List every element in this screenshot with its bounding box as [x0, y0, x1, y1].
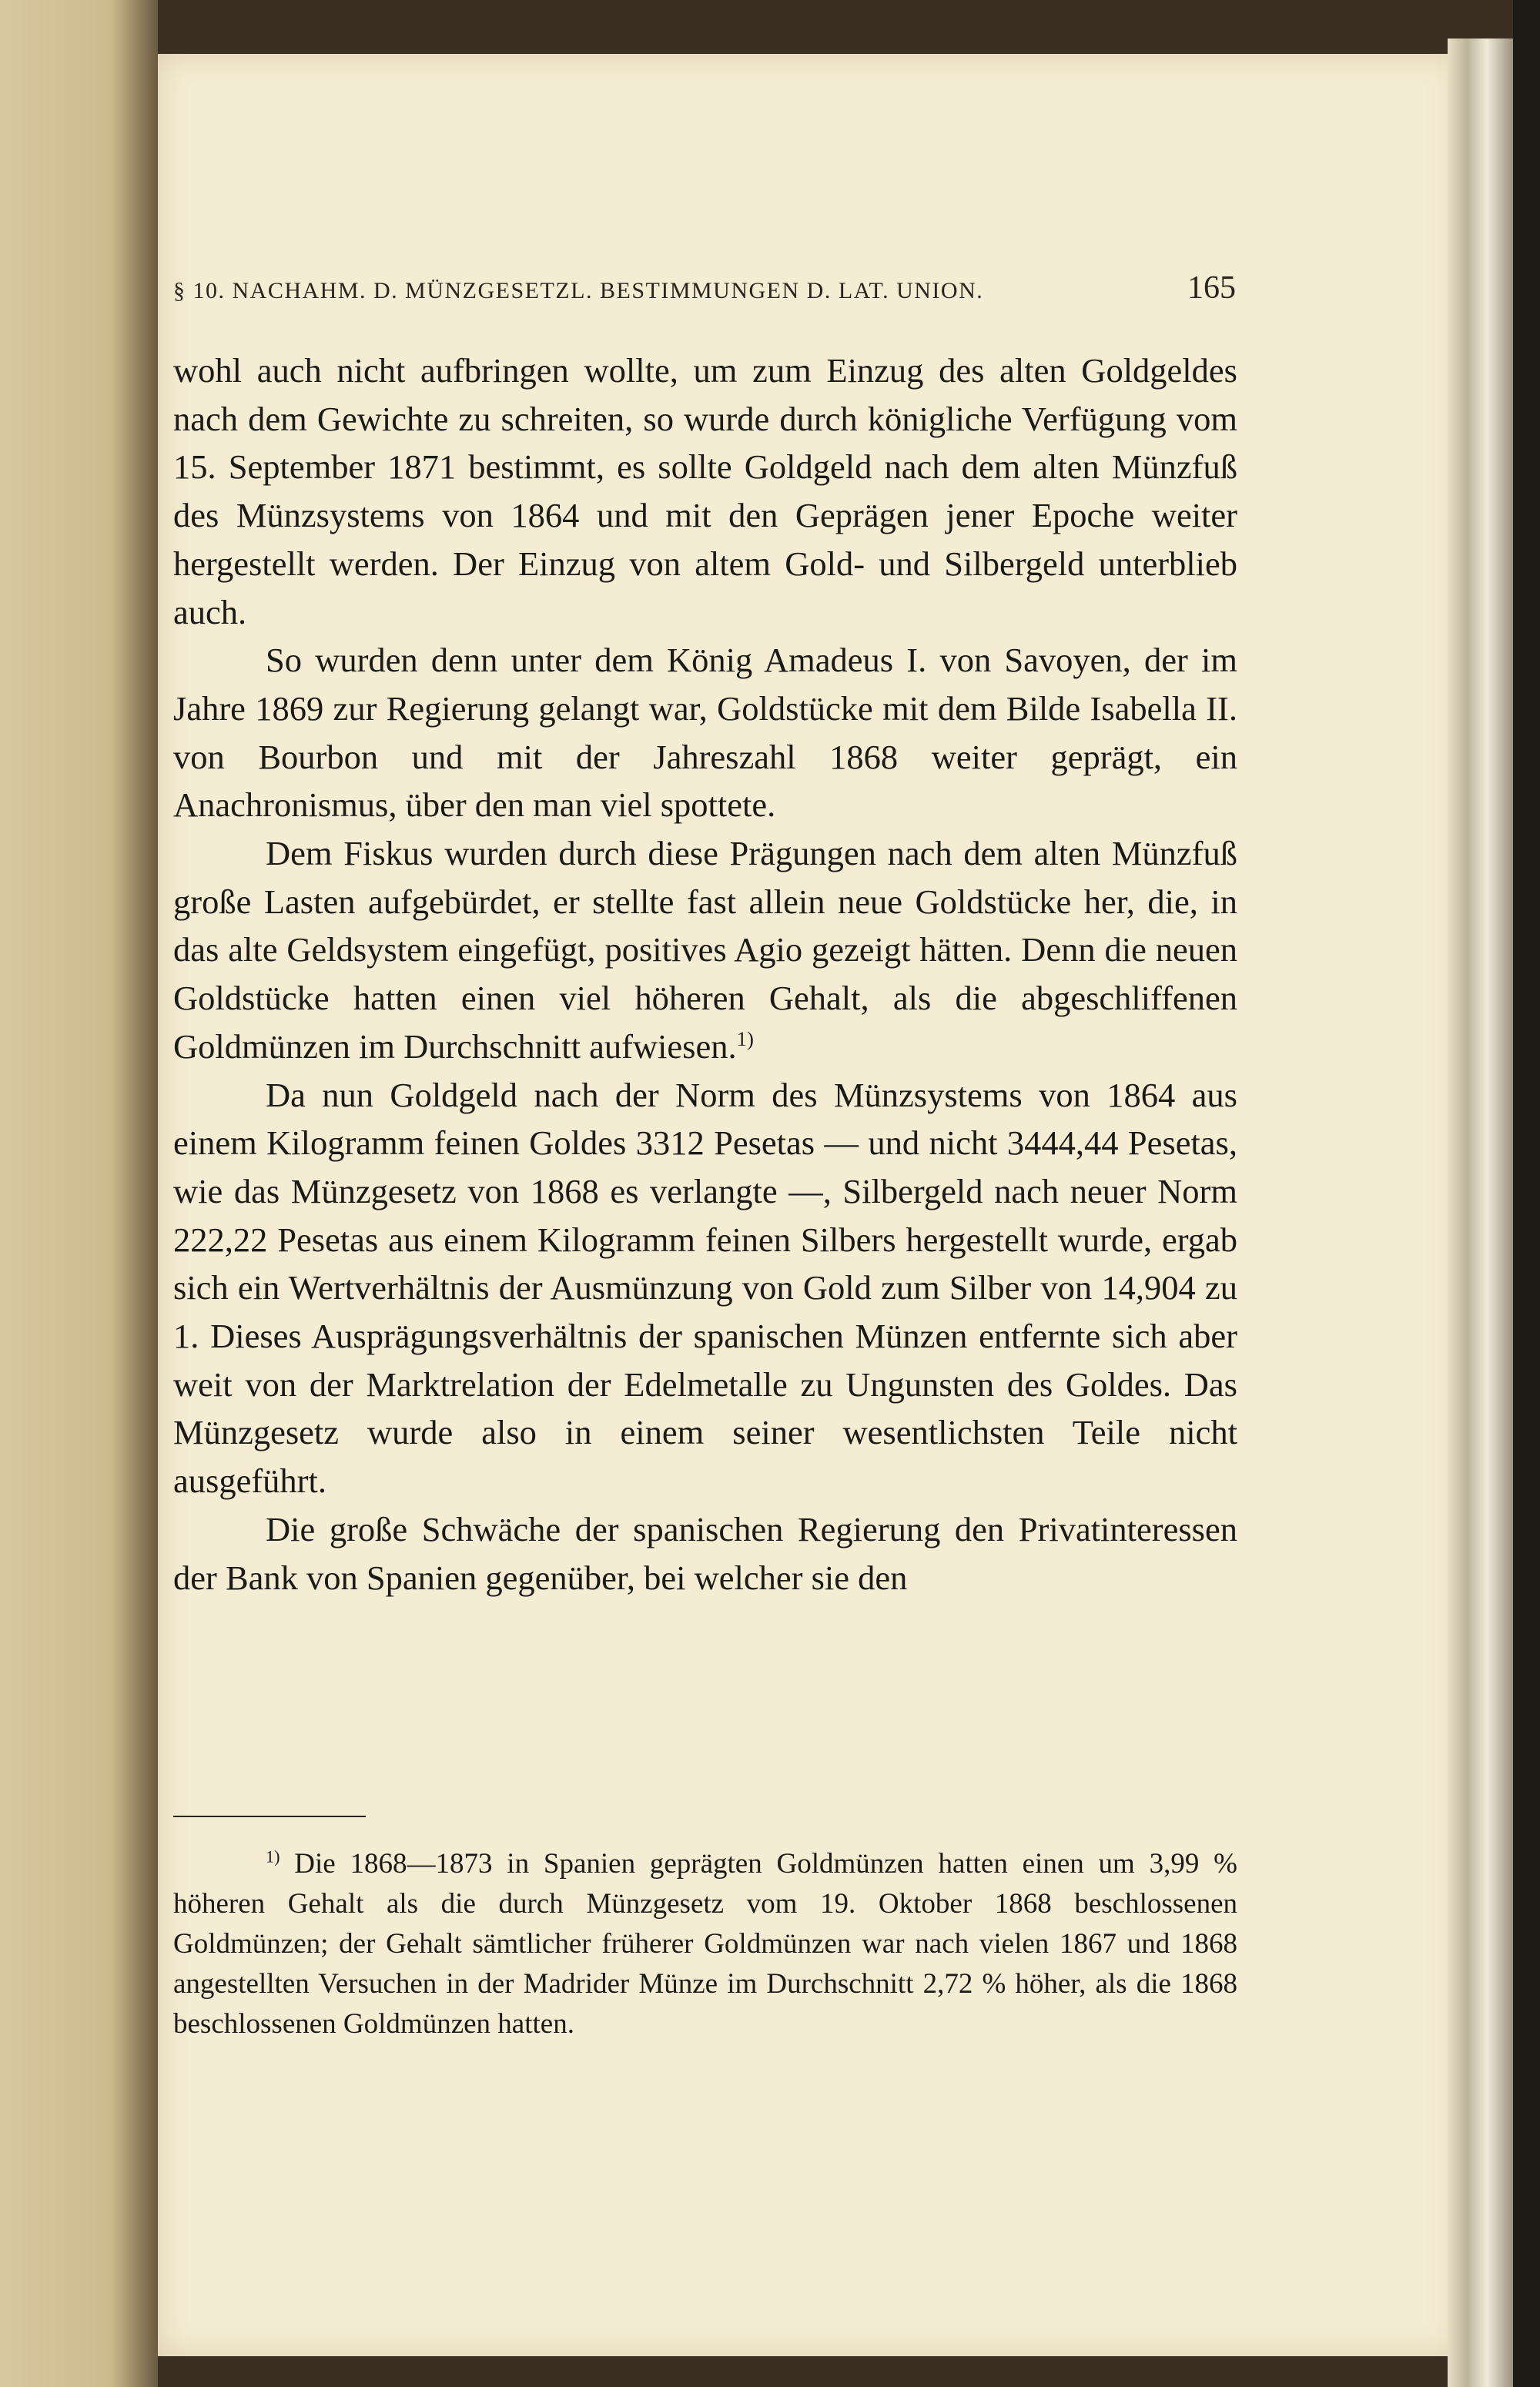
page-stack-edge — [1448, 38, 1513, 2387]
footnote — [173, 1844, 1237, 2044]
adjacent-page-edge — [0, 0, 158, 2387]
paragraph — [173, 829, 1237, 1071]
paragraph: Da nun Goldgeld nach der Norm des Münzsystems von 1864 aus einem Kilogramm feinen Goldes 3312 Pesetas — und nicht 3444,44 Pesetas, wie das Münzgesetz von 1868 es verlangte —, Silbergeld nach neuer Norm 222,22 Pesetas aus einem Kilogramm feinen Silbers hergestellt wurde, ergab sich ein Wertverhältnis der Ausmünzung von Gold zum Silber von 14,904 zu 1. Dieses Ausprägungsverhältnis der spanischen Münzen entfernte sich aber weit von der Marktrelation der Edelmetalle zu Ungunsten des Goldes. Das Münzgesetz wurde also in einem seiner wesentlichsten Teile nicht ausgeführt. — [173, 1075, 1237, 1501]
footnote-reference: 1) — [736, 1027, 754, 1051]
main-text — [173, 346, 1237, 1602]
paragraph-text: Dem Fiskus wurden durch diese Prägungen nach dem alten Münzfuß große Lasten aufgebürdet, er stellte fast allein neue Goldstücke her, die, in das alte Geldsystem eingefügt, positives Agio gezeigt hätten. Denn die neuen Goldstücke hatten einen viel höheren Gehalt, als die abgeschliffenen Goldmünzen im Durchschnitt aufwiesen. — [173, 834, 1237, 1066]
paragraph: Die große Schwäche der spanischen Regierung den Privatinteressen der Bank von Spanien gegenüber, bei welcher sie den — [173, 1509, 1237, 1597]
running-header — [173, 270, 1236, 323]
paragraph: So wurden denn unter dem König Amadeus I. von Savoyen, der im Jahre 1869 zur Regierung gelangt war, Goldstücke mit dem Bilde Isabella II. von Bourbon und mit der Jahreszahl 1868 weiter geprägt, ein Anachronismus, über den man viel spottete. — [173, 641, 1237, 825]
scan-background — [1513, 0, 1540, 2387]
footnote-marker: 1) — [266, 1846, 280, 1866]
running-title: § 10. NACHAHM. D. MÜNZGESETZL. BESTIMMUNGEN D. LAT. UNION. — [173, 278, 984, 303]
page-number: 165 — [1187, 270, 1236, 306]
footnote-separator — [173, 1816, 366, 1817]
footnote-text: Die 1868—1873 in Spanien geprägten Goldmünzen hatten einen um 3,99 % höheren Gehalt als die durch Münzgesetz vom 19. Oktober 1868 beschlossenen Goldmünzen; der Gehalt sämtlicher früherer Goldmünzen war nach vielen 1867 und 1868 angestellten Versuchen in der Madrider Münze im Durchschnitt 2,72 % höher, als die 1868 beschlossenen Goldmünzen hatten. — [173, 1848, 1237, 2040]
paragraph: wohl auch nicht aufbringen wollte, um zum Einzug des alten Goldgeldes nach dem Gewichte zu schreiten, so wurde durch königliche Verfügung vom 15. September 1871 bestimmt, es sollte Goldgeld nach dem alten Münzfuß des Münzsystems von 1864 und mit den Geprägen jener Epoche weiter hergestellt werden. Der Einzug von altem Gold- und Silbergeld unterblieb auch. — [173, 351, 1237, 631]
